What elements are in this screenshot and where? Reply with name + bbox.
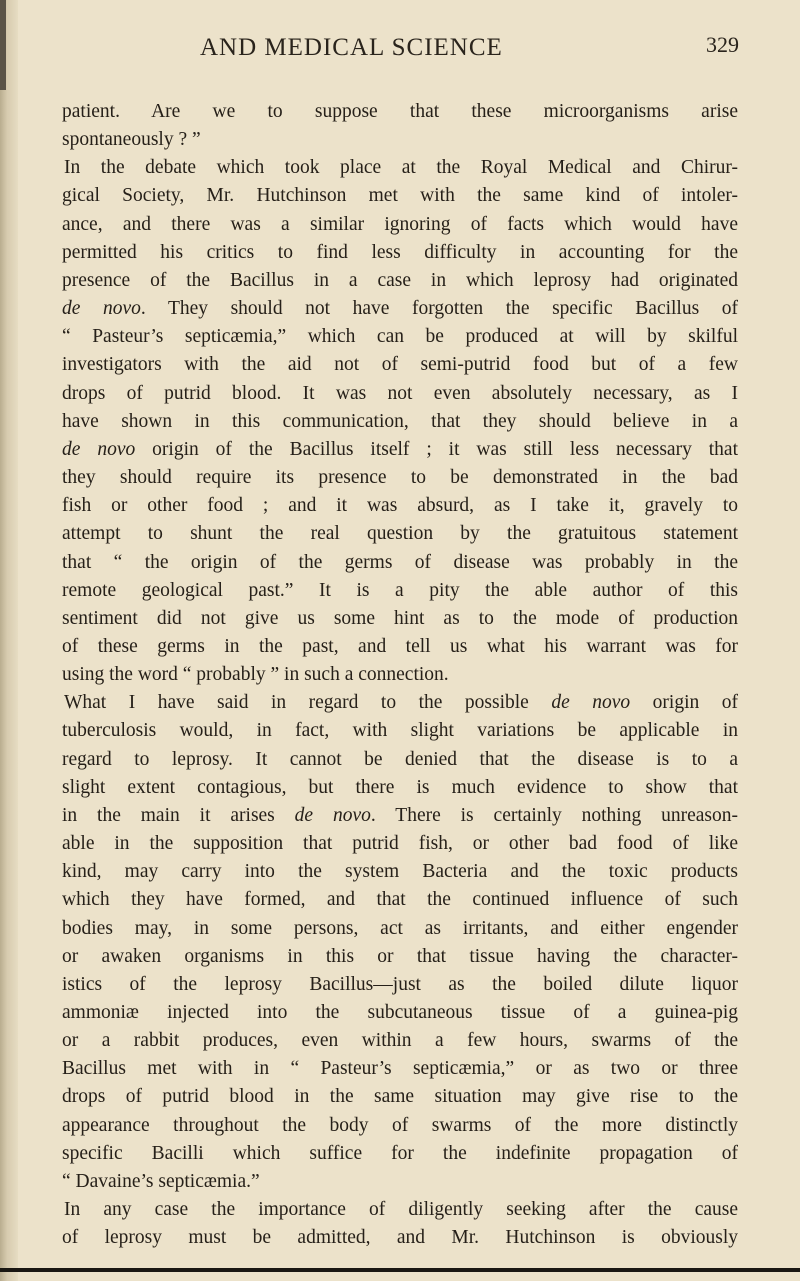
text-line: gical Society, Mr. Hutchinson met with the same kind of intoler- <box>62 185 738 207</box>
text-line: Bacillus met with in “ Pasteur’s septicæmia,” or as two or three <box>62 1058 738 1080</box>
page-number: 329 <box>706 32 739 57</box>
text-line: or a rabbit produces, even within a few hours, swarms of the <box>62 1030 738 1052</box>
text-line: which they have formed, and that the continued influence of such <box>62 889 738 911</box>
text-line: de novo origin of the Bacillus itself ; it was still less necessary that <box>62 438 738 460</box>
text-line: specific Bacilli which suffice for the indefinite propagation of <box>62 1142 738 1164</box>
text-line: What I have said in regard to the possible de novo origin of <box>64 692 738 714</box>
text-line: attempt to shunt the real question by the gratuitous statement <box>62 523 738 545</box>
text-line: appearance throughout the body of swarms of the more distinctly <box>62 1114 738 1136</box>
text-line: patient. Are we to suppose that these microorganisms arise <box>62 101 738 122</box>
text-line: kind, may carry into the system Bacteria and the toxic products <box>62 861 738 883</box>
text-line: regard to leprosy. It cannot be denied that the disease is to a <box>62 748 738 770</box>
text-line: or awaken organisms in this or that tissue having the character- <box>62 945 738 967</box>
text-line: In the debate which took place at the Royal Medical and Chirur- <box>64 157 738 179</box>
text-line: able in the supposition that putrid fish, or other bad food of like <box>62 833 738 855</box>
text-line: In any case the importance of diligently seeking after the cause <box>64 1199 738 1221</box>
text-line: permitted his critics to find less difficulty in accounting for the <box>62 241 738 263</box>
text-line: drops of putrid blood. It was not even absolutely necessary, as I <box>62 382 738 404</box>
text-line: slight extent contagious, but there is much evidence to show that <box>62 776 738 798</box>
italic-phrase: de novo <box>62 438 136 460</box>
italic-phrase: de novo <box>62 298 141 320</box>
text-line: tuberculosis would, in fact, with slight variations be applicable in <box>62 720 738 742</box>
text-line: of leprosy must be admitted, and Mr. Hutchinson is obviously <box>62 1227 738 1249</box>
running-head: AND MEDICAL SCIENCE <box>200 34 503 61</box>
text-line: presence of the Bacillus in a case in which leprosy had originated <box>62 269 738 291</box>
italic-phrase: de novo <box>551 692 631 714</box>
text-line: ammoniæ injected into the subcutaneous tissue of a guinea-pig <box>62 1002 738 1023</box>
text-line: bodies may, in some persons, act as irritants, and either engender <box>62 917 738 939</box>
italic-phrase: de novo <box>294 804 371 826</box>
text-line: spontaneously ? ” <box>62 129 201 151</box>
text-line: “ Pasteur’s septicæmia,” which can be produced at will by skilful <box>62 326 738 348</box>
text-line: using the word “ probably ” in such a connection. <box>62 664 449 686</box>
text-line: ance, and there was a similar ignoring of facts which would have <box>62 213 738 235</box>
page-header <box>0 34 800 74</box>
text-line: sentiment did not give us some hint as to the mode of production <box>62 607 738 629</box>
text-line: fish or other food ; and it was absurd, as I take it, gravely to <box>62 495 738 517</box>
text-body <box>62 98 738 1252</box>
text-line: drops of putrid blood in the same situation may give rise to the <box>62 1086 738 1108</box>
page-spine-shadow <box>0 0 18 1281</box>
scan-bottom-edge <box>0 1268 800 1272</box>
text-line: they should require its presence to be demonstrated in the bad <box>62 467 738 489</box>
text-line: de novo. They should not have forgotten the specific Bacillus of <box>62 298 738 320</box>
text-line: have shown in this communication, that they should believe in a <box>62 410 738 432</box>
text-line: investigators with the aid not of semi-putrid food but of a few <box>62 354 738 376</box>
text-line: of these germs in the past, and tell us what his warrant was for <box>62 635 738 657</box>
text-line: that “ the origin of the germs of disease was probably in the <box>62 551 738 573</box>
text-line: istics of the leprosy Bacillus—just as the boiled dilute liquor <box>62 973 738 995</box>
text-line: in the main it arises de novo. There is certainly nothing unreason- <box>62 804 738 826</box>
text-line: remote geological past.” It is a pity the able author of this <box>62 579 738 601</box>
text-line: “ Davaine’s septicæmia.” <box>62 1170 260 1192</box>
